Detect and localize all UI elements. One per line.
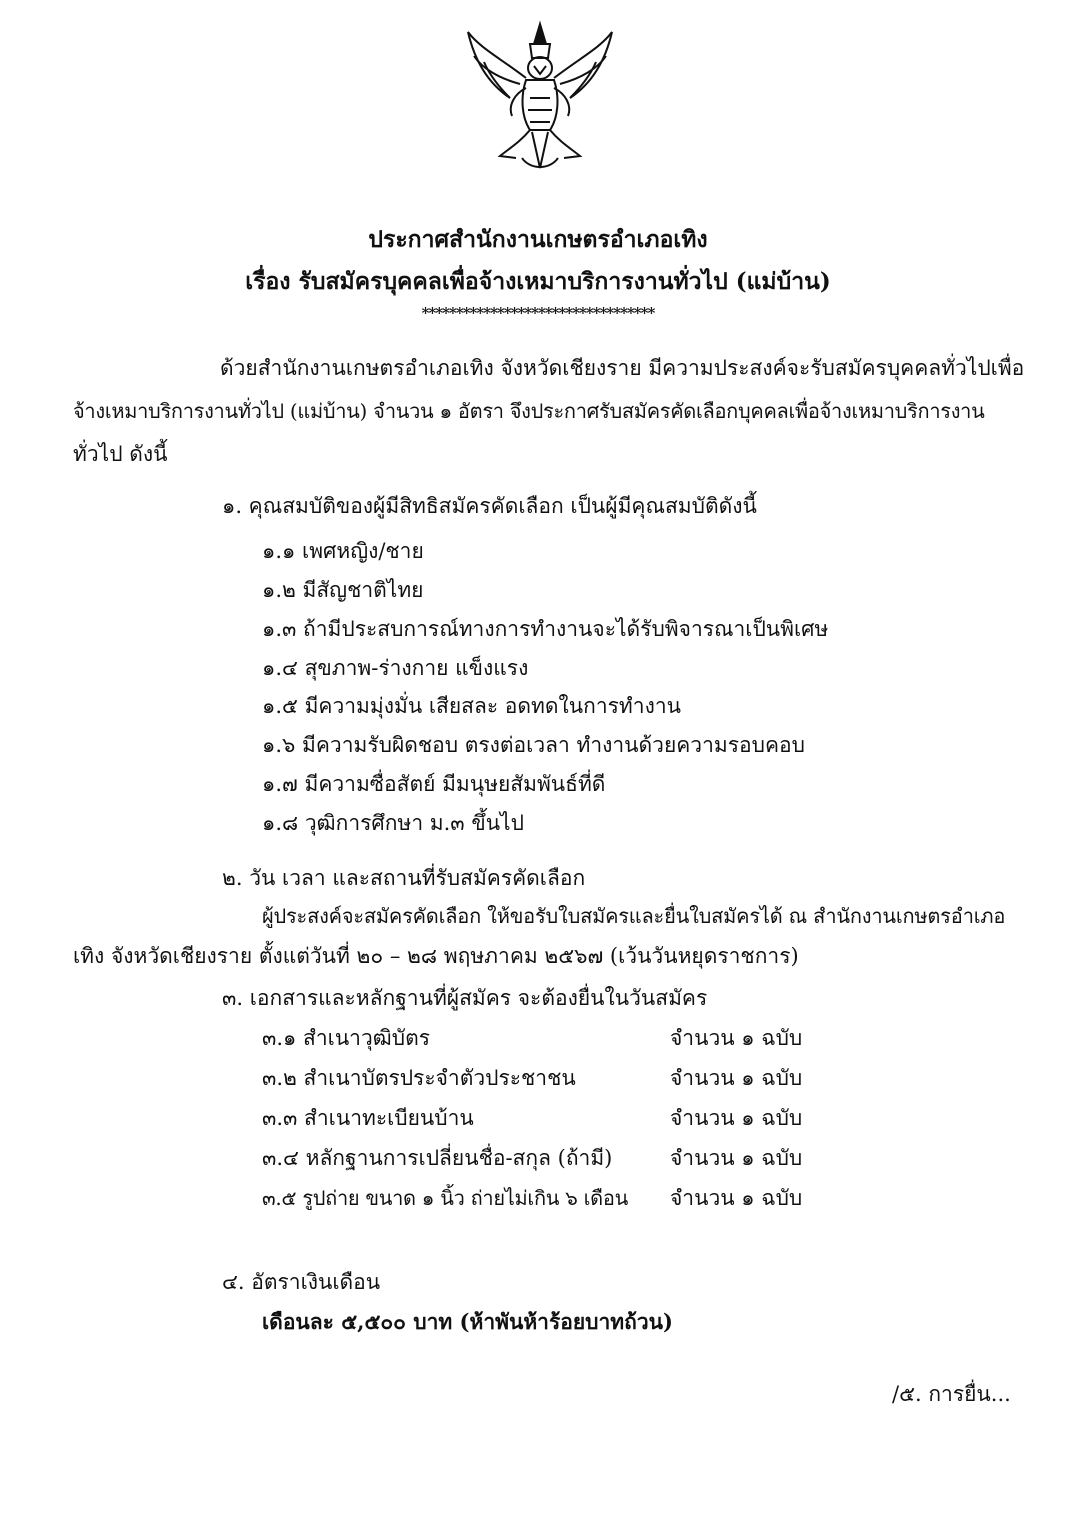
continuation-reference: /๕. การยื่น... <box>892 1382 1011 1406</box>
qualification-item: ๑.๖ มีความรับผิดชอบ ตรงต่อเวลา ทำงานด้วยความรอบคอบ <box>262 733 805 757</box>
document-quantity: จำนวน ๑ ฉบับ <box>670 1186 803 1210</box>
intro-line-1: ด้วยสำนักงานเกษตรอำเภอเทิง จังหวัดเชียงราย มีความประสงค์จะรับสมัครบุคคลทั่วไปเพื่อ <box>220 356 1025 380</box>
qualification-item: ๑.๘ วุฒิการศึกษา ม.๓ ขึ้นไป <box>262 811 524 835</box>
qualification-item: ๑.๕ มีความมุ่งมั่น เสียสละ อดทดในการทำงาน <box>262 694 681 718</box>
document-label: ๓.๕ รูปถ่าย ขนาด ๑ นิ้ว ถ่ายไม่เกิน ๖ เดือน <box>262 1186 628 1210</box>
section-2-line-1: ผู้ประสงค์จะสมัครคัดเลือก ให้ขอรับใบสมัครและยื่นใบสมัครได้ ณ สำนักงานเกษตรอำเภอ <box>262 904 1006 928</box>
section-4-heading: ๔. อัตราเงินเดือน <box>222 1270 381 1294</box>
document-label: ๓.๓ สำเนาทะเบียนบ้าน <box>262 1106 474 1130</box>
section-1-heading: ๑. คุณสมบัติของผู้มีสิทธิสมัครคัดเลือก เป็นผู้มีคุณสมบัติดังนี้ <box>222 494 757 518</box>
qualification-item: ๑.๑ เพศหญิง/ชาย <box>262 539 424 563</box>
announcement-subject: เรื่อง รับสมัครบุคคลเพื่อจ้างเหมาบริการงานทั่วไป (แม่บ้าน) <box>245 268 831 295</box>
qualification-item: ๑.๒ มีสัญชาติไทย <box>262 578 424 602</box>
section-2-heading: ๒. วัน เวลา และสถานที่รับสมัครคัดเลือก <box>222 866 586 890</box>
intro-line-2: จ้างเหมาบริการงานทั่วไป (แม่บ้าน) จำนวน ๑ อัตรา จึงประกาศรับสมัครคัดเลือกบุคคลเพื่อจ้างเหมาบริการงาน <box>73 399 985 423</box>
announcement-title: ประกาศสำนักงานเกษตรอำเภอเทิง <box>368 226 708 253</box>
document-label: ๓.๒ สำเนาบัตรประจำตัวประชาชน <box>262 1066 576 1090</box>
qualification-item: ๑.๔ สุขภาพ-ร่างกาย แข็งแรง <box>262 656 529 680</box>
salary-amount: เดือนละ ๕,๕๐๐ บาท (ห้าพันห้าร้อยบาทถ้วน) <box>262 1309 673 1334</box>
document-quantity: จำนวน ๑ ฉบับ <box>670 1026 803 1050</box>
section-2-line-2: เทิง จังหวัดเชียงราย ตั้งแต่วันที่ ๒๐ – ๒๘ พฤษภาคม ๒๕๖๗ (เว้นวันหยุดราชการ) <box>73 944 799 968</box>
document-quantity: จำนวน ๑ ฉบับ <box>670 1106 803 1130</box>
title-separator: ********************************** <box>421 304 655 322</box>
section-3-heading: ๓. เอกสารและหลักฐานที่ผู้สมัคร จะต้องยื่นในวันสมัคร <box>222 986 708 1010</box>
document-quantity: จำนวน ๑ ฉบับ <box>670 1066 803 1090</box>
qualification-item: ๑.๓ ถ้ามีประสบการณ์ทางการทำงานจะได้รับพิจารณาเป็นพิเศษ <box>262 617 829 641</box>
intro-line-3: ทั่วไป ดังนี้ <box>73 442 168 466</box>
document-quantity: จำนวน ๑ ฉบับ <box>670 1146 803 1170</box>
document-label: ๓.๑ สำเนาวุฒิบัตร <box>262 1026 430 1050</box>
document-label: ๓.๔ หลักฐานการเปลี่ยนชื่อ-สกุล (ถ้ามี) <box>262 1146 613 1170</box>
garuda-emblem-icon <box>460 18 620 178</box>
qualification-item: ๑.๗ มีความซื่อสัตย์ มีมนุษยสัมพันธ์ที่ดี <box>262 772 606 796</box>
